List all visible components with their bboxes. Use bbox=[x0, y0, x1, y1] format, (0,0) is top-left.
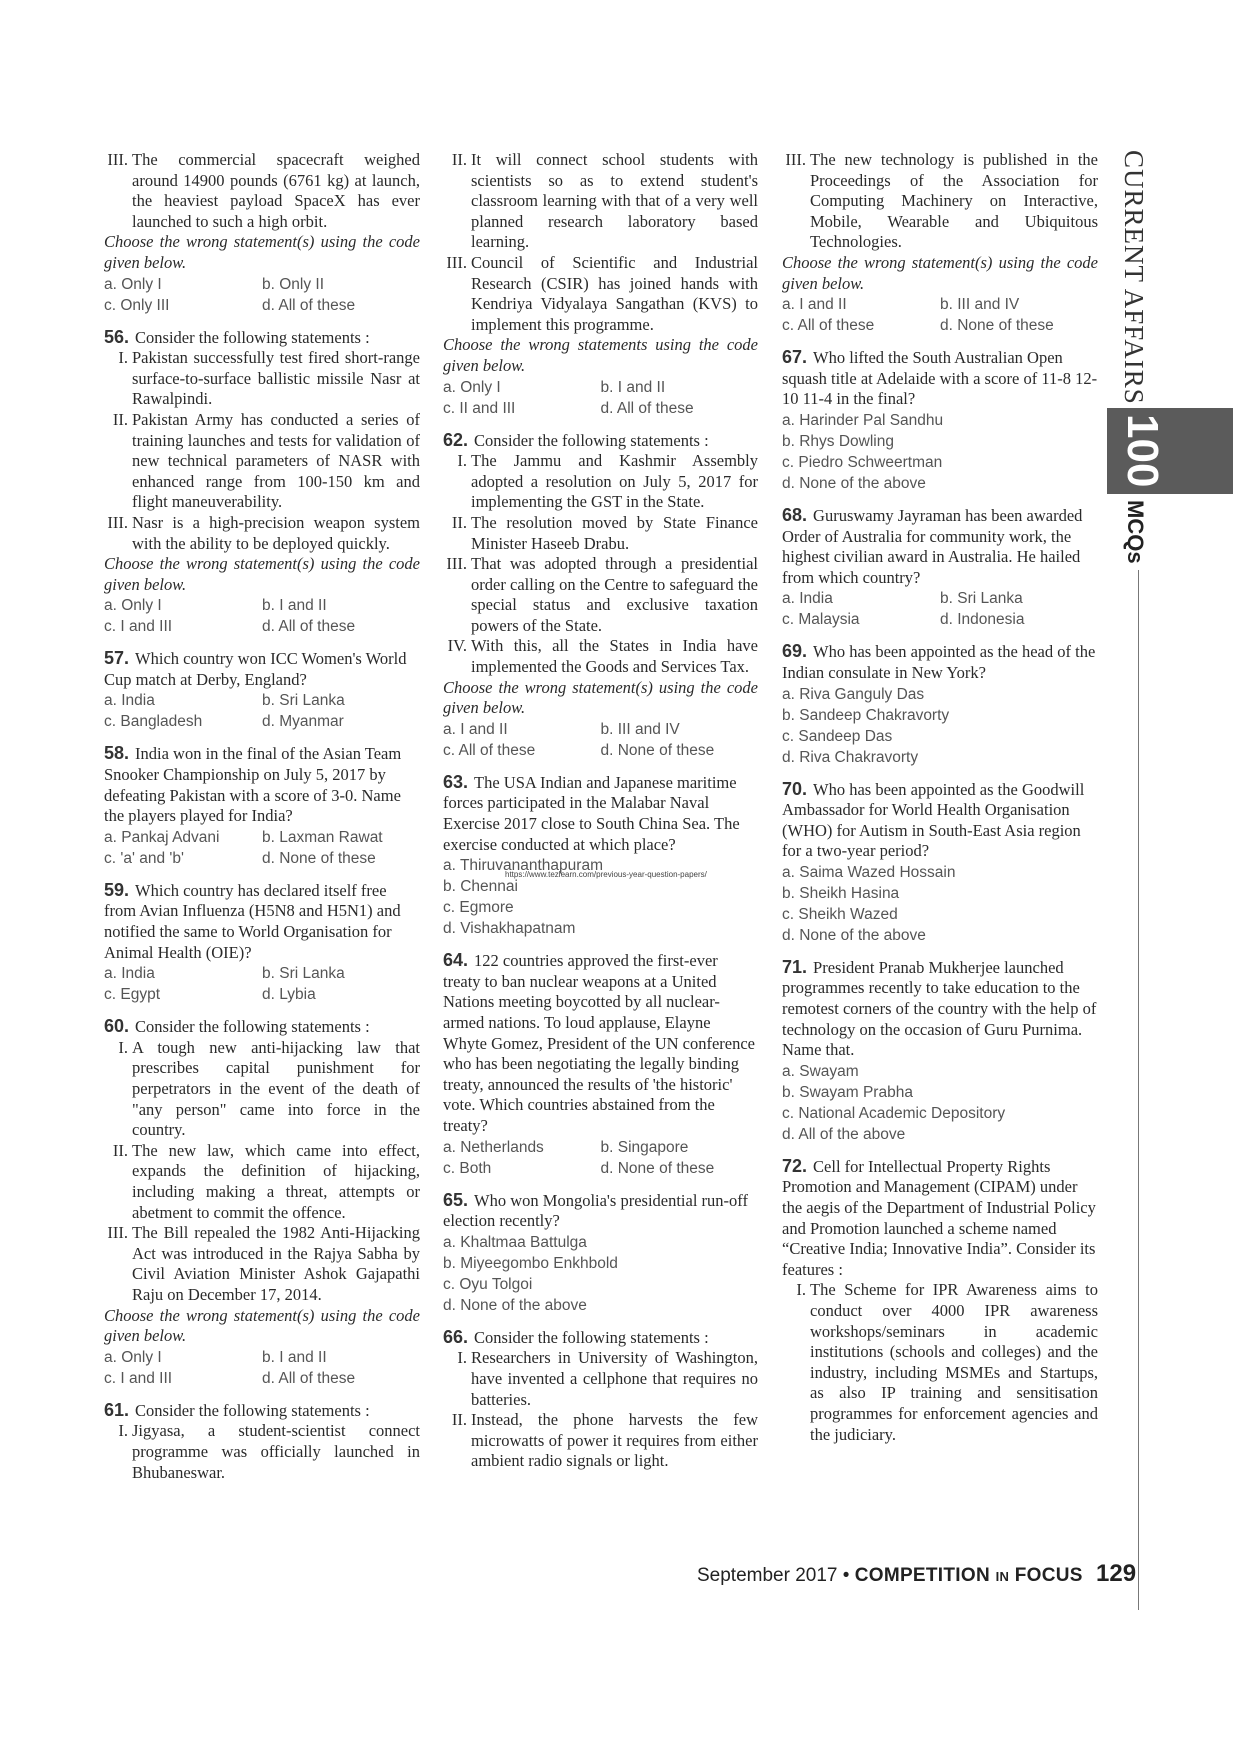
option-a: a. Netherlands bbox=[443, 1138, 544, 1156]
option-d: d. All of these bbox=[262, 618, 356, 636]
statement-text: Pakistan Army has conducted a series of training launches and tests for validation of new technical parameters of NASR with enhanced range from 100-150 km and flight maneuverability. bbox=[132, 409, 420, 512]
option-d: d. All of these bbox=[262, 296, 356, 314]
option-b: b. Only II bbox=[262, 275, 325, 293]
option-b: b. I and II bbox=[262, 1348, 327, 1366]
statement-text: The new technology is published in the Proceedings of the Association for Computing Machinery on Interactive, Mobile, Wearable and Ubiquitous Technologies. bbox=[810, 150, 1098, 252]
question-61-continued: II. It will connect school students with scientists so as to extend student's classroom learning with that of a very well planned research laboratory based learning. III. Council of Scientific and Industrial Research (CSIR) has joined hands with Kendriya Vidyalaya Sangathan (KVS) to implement this programme. Choose the wrong statements using the code given below. a. Only I b. I and II c. II and III d. All of these bbox=[443, 150, 758, 417]
statement-text: Jigyasa, a student-scientist connect programme was officially launched in Bhubaneswar. bbox=[132, 1421, 420, 1482]
instruction: Choose the wrong statement(s) using the code given below. bbox=[104, 554, 420, 594]
options bbox=[104, 595, 420, 637]
option-b: b. III and IV bbox=[940, 296, 1020, 314]
options bbox=[104, 690, 420, 732]
page-footer bbox=[697, 1560, 1136, 1588]
option-a: a. Swayam bbox=[782, 1062, 859, 1080]
option-c: c. Both bbox=[443, 1159, 492, 1177]
option-d: d. None of these bbox=[262, 849, 376, 867]
option-c: c. All of these bbox=[782, 317, 875, 335]
option-a: a. I and II bbox=[443, 720, 508, 738]
option-b: b. Sri Lanka bbox=[940, 590, 1023, 608]
question-60: 60. Consider the following statements : I. A tough new anti-hijacking law that prescribes capital punishment for perpetrators in the event of the death of "any person" came into force in the country. II. The new law, which came into effect, expands the definition of hijacking, including making a threat, attempts or abetment to commit the offence. III. The Bill repealed the 1982 Anti-Hijacking Act was introduced in the Rajya Sabha by Civil Aviation Minister Ashok Gajapathi Raju on December 17, 2014. Choose the wrong statement(s) using the code given below. a. Only I b. I and II c. I and III d. All of these bbox=[104, 1016, 420, 1387]
option-b: b. Sri Lanka bbox=[262, 692, 345, 710]
option-b: b. Sheikh Hasina bbox=[782, 884, 900, 902]
option-c: c. Sandeep Das bbox=[782, 727, 893, 745]
option-d: d. All of these bbox=[262, 1369, 356, 1387]
option-c: c. National Academic Depository bbox=[782, 1104, 1006, 1122]
option-a: a. Khaltmaa Battulga bbox=[443, 1233, 587, 1251]
options bbox=[104, 963, 420, 1005]
option-a: a. Thiruvananthapuram bbox=[443, 857, 603, 875]
option-d: d. Indonesia bbox=[940, 611, 1025, 629]
question-70: 70. Who has been appointed as the Goodwill Ambassador for World Health Organisation (WHO) for Autism in South-East Asia region for a two-year period? a. Saima Wazed Hossain b. Sheikh Hasina c. Sheikh Wazed d. None of the above bbox=[782, 779, 1098, 946]
question-72: 72. Cell for Intellectual Property Rights Promotion and Management (CIPAM) under the aegis of the Department of Industrial Policy and Promotion launched a scheme named “Creative India; Innovative India”. Consider its features : I. The Scheme for IPR Awareness aims to conduct over 4000 IPR awareness workshops/seminars in academic institutions (schools and colleges) and the industry, including MSMEs and Startups, as also IP training and sensitisation programmes for enforcement agencies and the judiciary. bbox=[782, 1155, 1098, 1444]
options bbox=[104, 1347, 420, 1389]
instruction: Choose the wrong statement(s) using the code given below. bbox=[104, 1305, 420, 1346]
option-a: a. Only I bbox=[104, 275, 162, 293]
options bbox=[782, 862, 1098, 946]
column-2 bbox=[443, 150, 758, 1483]
options bbox=[782, 684, 1098, 768]
separator-bullet: • bbox=[842, 1565, 850, 1586]
option-a: a. India bbox=[104, 692, 155, 710]
option-c: c. I and III bbox=[104, 618, 173, 636]
option-b: b. Sri Lanka bbox=[262, 965, 345, 983]
option-c: c. Malaysia bbox=[782, 611, 860, 629]
watermark-url: https://www.tezlearn.com/previous-year-question-papers/ bbox=[505, 870, 707, 879]
option-a: a. Saima Wazed Hossain bbox=[782, 863, 956, 881]
option-d: d. None of these bbox=[940, 317, 1054, 335]
statement-text: It will connect school students with scientists so as to extend student's classroom learning with that of a very well planned research laboratory based learning. bbox=[471, 150, 758, 252]
statement-text: Researchers in University of Washington, have invented a cellphone that requires no batteries. bbox=[471, 1348, 758, 1409]
option-b: b. Miyeegombo Enkhbold bbox=[443, 1254, 618, 1272]
option-c: c. Bangladesh bbox=[104, 713, 203, 731]
option-d: d. Vishakhapatnam bbox=[443, 920, 576, 938]
question-62: 62. Consider the following statements : I. The Jammu and Kashmir Assembly adopted a resolution on July 5, 2017 for implementing the GST in the State. II. The resolution moved by State Finance Minister Haseeb Drabu. III. That was adopted through a presidential order calling on the Centre to safeguard the special status and exclusive taxation powers of the State. IV. With this, all the States in India have implemented the Goods and Services Tax. Choose the wrong statement(s) using the code given below. a. I and II b. III and IV c. All of these d. None of these bbox=[443, 429, 758, 759]
options bbox=[443, 1137, 758, 1179]
issue-date: September 2017 bbox=[697, 1565, 838, 1586]
option-a: a. Riva Ganguly Das bbox=[782, 685, 925, 703]
option-c: c. All of these bbox=[443, 741, 536, 759]
question-57: 57. Which country won ICC Women's World Cup match at Derby, England? a. India b. Sri Lanka c. Bangladesh d. Myanmar bbox=[104, 648, 420, 732]
statement-text: The resolution moved by State Finance Minister Haseeb Drabu. bbox=[471, 512, 758, 553]
option-c: c. Sheikh Wazed bbox=[782, 905, 898, 923]
option-a: a. Only I bbox=[104, 597, 162, 615]
statement-text: Nasr is a high-precision weapon system with the ability to be deployed quickly. bbox=[132, 512, 420, 553]
option-d: d. All of the above bbox=[782, 1125, 906, 1143]
option-a: a. Only I bbox=[443, 378, 501, 396]
option-b: b. III and IV bbox=[600, 720, 680, 738]
option-c: c. 'a' and 'b' bbox=[104, 849, 184, 867]
question-59: 59. Which country has declared itself free from Avian Influenza (H5N8 and H5N1) and notified the same to World Organisation for Animal Health (OIE)? a. India b. Sri Lanka c. Egypt d. Lybia bbox=[104, 880, 420, 1005]
statement-text: That was adopted through a presidential order calling on the Centre to safeguard the special status and exclusive taxation powers of the State. bbox=[471, 554, 758, 635]
option-a: a. Harinder Pal Sandhu bbox=[782, 411, 944, 429]
question-55-continued: III. The commercial spacecraft weighed around 14900 pounds (6761 kg) at launch, the heaviest payload SpaceX has ever launched to such a high orbit. Choose the wrong statement(s) using the code given below. a. Only I b. Only II c. Only III d. All of these bbox=[104, 150, 420, 314]
option-b: b. Singapore bbox=[600, 1138, 689, 1156]
question-66: 66. Consider the following statements : I. Researchers in University of Washington, have invented a cellphone that requires no batteries. II. Instead, the phone harvests the few microwatts of power it requires from either ambient radio signals or light. bbox=[443, 1326, 758, 1471]
statement-text: The Bill repealed the 1982 Anti-Hijacking Act was introduced in the Rajya Sabha by Civil Aviation Minister Ashok Gajapathi Raju on December 17, 2014. bbox=[132, 1223, 420, 1304]
option-d: d. None of the above bbox=[443, 1296, 587, 1314]
question-69: 69. Who has been appointed as the head of the Indian consulate in New York? a. Riva Ganguly Das b. Sandeep Chakravorty c. Sandeep Das d. Riva Chakravorty bbox=[782, 641, 1098, 767]
option-c: c. Egypt bbox=[104, 986, 160, 1004]
question-64: 64. 122 countries approved the first-ever treaty to ban nuclear weapons at a United Nations meeting boycotted by all nuclear-armed nations. To loud applause, Elayne Whyte Gomez, President of the UN conference who has been negotiating the legally binding treaty, announced the results of 'the historic' vote. Which countries abstained from the treaty? a. Netherlands b. Singapore c. Both d. None of these bbox=[443, 950, 758, 1178]
option-d: d. None of the above bbox=[782, 926, 926, 944]
options bbox=[104, 827, 420, 869]
option-b: b. Laxman Rawat bbox=[262, 828, 383, 846]
option-c: c. Egmore bbox=[443, 899, 514, 917]
question-66-continued: III. The new technology is published in the Proceedings of the Association for Computing Machinery on Interactive, Mobile, Wearable and Ubiquitous Technologies. Choose the wrong statement(s) using the code given below. a. I and II b. III and IV c. All of these d. None of these bbox=[782, 150, 1098, 335]
options bbox=[782, 588, 1098, 630]
option-c: c. Piedro Schweertman bbox=[782, 453, 943, 471]
instruction: Choose the wrong statement(s) using the code given below. bbox=[443, 677, 758, 718]
option-d: d. All of these bbox=[600, 399, 694, 417]
options bbox=[443, 377, 758, 419]
question-67: 67. Who lifted the South Australian Open squash title at Adelaide with a score of 11-8 12-10 11-4 in the final? a. Harinder Pal Sandhu b. Rhys Dowling c. Piedro Schweertman d. None of the above bbox=[782, 347, 1098, 492]
option-a: a. India bbox=[782, 590, 833, 608]
sidebar-divider bbox=[1138, 570, 1139, 1610]
instruction: Choose the wrong statements using the code given below. bbox=[443, 335, 758, 375]
option-b: b. Chennai bbox=[443, 878, 518, 896]
options bbox=[443, 1232, 758, 1316]
option-d: d. Riva Chakravorty bbox=[782, 748, 919, 766]
question-71: 71. President Pranab Mukherjee launched programmes recently to take education to the remotest corners of the country with the help of technology on the occasion of Guru Purnima. Name that. a. Swayam b. Swayam Prabha c. National Academic Depository d. All of the above bbox=[782, 956, 1097, 1143]
option-c: c. I and III bbox=[104, 1369, 173, 1387]
statement-text: With this, all the States in India have implemented the Goods and Services Tax. bbox=[471, 636, 758, 677]
question-56: 56. Consider the following statements : I. Pakistan successfully test fired short-range surface-to-surface ballistic missile Nasr at Rawalpindi. II. Pakistan Army has conducted a series of training launches and tests for validation of new technical parameters of NASR with enhanced range from 100-150 km and flight maneuverability. III. Nasr is a high-precision weapon system with the ability to be deployed quickly. Choose the wrong statement(s) using the code given below. a. Only I b. I and II c. I and III d. All of these bbox=[104, 326, 420, 636]
option-b: b. I and II bbox=[262, 597, 327, 615]
question-63: 63. The USA Indian and Japanese maritime forces participated in the Malabar Naval Exercise 2017 close to South China Sea. The exercise conducted at which place? a. Thiruvananthapuram b. Chennai c. Egmore d. Vishakhapatnam bbox=[443, 772, 758, 939]
option-b: b. I and II bbox=[600, 378, 666, 396]
statement-text: Instead, the phone harvests the few microwatts of power it requires from either ambient radio signals or light. bbox=[471, 1410, 758, 1471]
section-title: CURRENT AFFAIRS bbox=[1119, 150, 1149, 405]
option-c: c. II and III bbox=[443, 399, 516, 417]
option-c: c. Oyu Tolgoi bbox=[443, 1275, 533, 1293]
options bbox=[443, 855, 758, 939]
option-a: a. Pankaj Advani bbox=[104, 828, 220, 846]
column-3 bbox=[782, 150, 1098, 1456]
option-b: b. Swayam Prabha bbox=[782, 1083, 913, 1101]
statement-text: Pakistan successfully test fired short-range surface-to-surface ballistic missile Nasr at Rawalpindi. bbox=[132, 348, 420, 409]
question-61: 61. Consider the following statements : I. Jigyasa, a student-scientist connect programme was officially launched in Bhubaneswar. bbox=[104, 1399, 420, 1482]
options bbox=[782, 294, 1098, 336]
instruction: Choose the wrong statement(s) using the code given below. bbox=[104, 232, 420, 272]
options bbox=[782, 410, 1098, 494]
option-d: d. Lybia bbox=[262, 986, 316, 1004]
options bbox=[104, 274, 420, 316]
option-d: d. None of these bbox=[600, 1159, 715, 1177]
statement-text: Council of Scientific and Industrial Research (CSIR) has joined hands with Kendriya Vidyalaya Sangathan (KVS) to implement this programme. bbox=[471, 252, 758, 334]
options bbox=[443, 719, 758, 761]
question-58: 58. India won in the final of the Asian Team Snooker Championship on July 5, 2017 by defeating Pakistan with a score of 3-0. Name the players played for India? a. Pankaj Advani b. Laxman Rawat c. 'a' and 'b' d. None of these bbox=[104, 743, 420, 868]
statement-text: The Jammu and Kashmir Assembly adopted a resolution on July 5, 2017 for implementing the GST in the State. bbox=[471, 451, 758, 512]
option-d: d. Myanmar bbox=[262, 713, 344, 731]
statement-text: The new law, which came into effect, expands the definition of hijacking, including making a threat, attempts or abetment to commit the offence. bbox=[132, 1140, 420, 1222]
option-a: a. I and II bbox=[782, 296, 847, 314]
options bbox=[782, 1061, 1098, 1145]
statement-text: A tough new anti-hijacking law that prescribes capital punishment for perpetrators in the event of the death of "any person" came into force in the country. bbox=[132, 1037, 420, 1140]
section-label: MCQs bbox=[1123, 500, 1148, 564]
page-number: 129 bbox=[1096, 1560, 1137, 1587]
statement-text: The commercial spacecraft weighed around 14900 pounds (6761 kg) at launch, the heaviest payload SpaceX has ever launched to such a high orbit. bbox=[132, 150, 420, 231]
instruction: Choose the wrong statement(s) using the code given below. bbox=[782, 252, 1098, 293]
magazine-name: COMPETITION IN FOCUS bbox=[854, 1565, 1083, 1586]
option-a: a. India bbox=[104, 965, 155, 983]
question-68: 68. Guruswamy Jayraman has been awarded Order of Australia for community work, the highest civilian award in Australia. He hailed from which country? a. India b. Sri Lanka c. Malaysia d. Indonesia bbox=[782, 505, 1098, 630]
option-d: d. None of the above bbox=[782, 474, 926, 492]
column-1 bbox=[104, 150, 420, 1494]
badge-count: 100 bbox=[1118, 414, 1167, 488]
option-d: d. None of these bbox=[600, 741, 715, 759]
option-a: a. Only I bbox=[104, 1348, 162, 1366]
question-65: 65. Who won Mongolia's presidential run-off election recently? a. Khaltmaa Battulga b. Miyeegombo Enkhbold c. Oyu Tolgoi d. None of the above bbox=[443, 1190, 758, 1316]
option-b: b. Sandeep Chakravorty bbox=[782, 706, 950, 724]
statement-text: The Scheme for IPR Awareness aims to conduct over 4000 IPR awareness workshops/seminars in academic institutions (schools and colleges) and the industry, including MSMEs and Startups, as also IP training and sensitisation programmes for enforcement agencies and the judiciary. bbox=[810, 1280, 1098, 1444]
option-c: c. Only III bbox=[104, 296, 170, 314]
option-b: b. Rhys Dowling bbox=[782, 432, 894, 450]
